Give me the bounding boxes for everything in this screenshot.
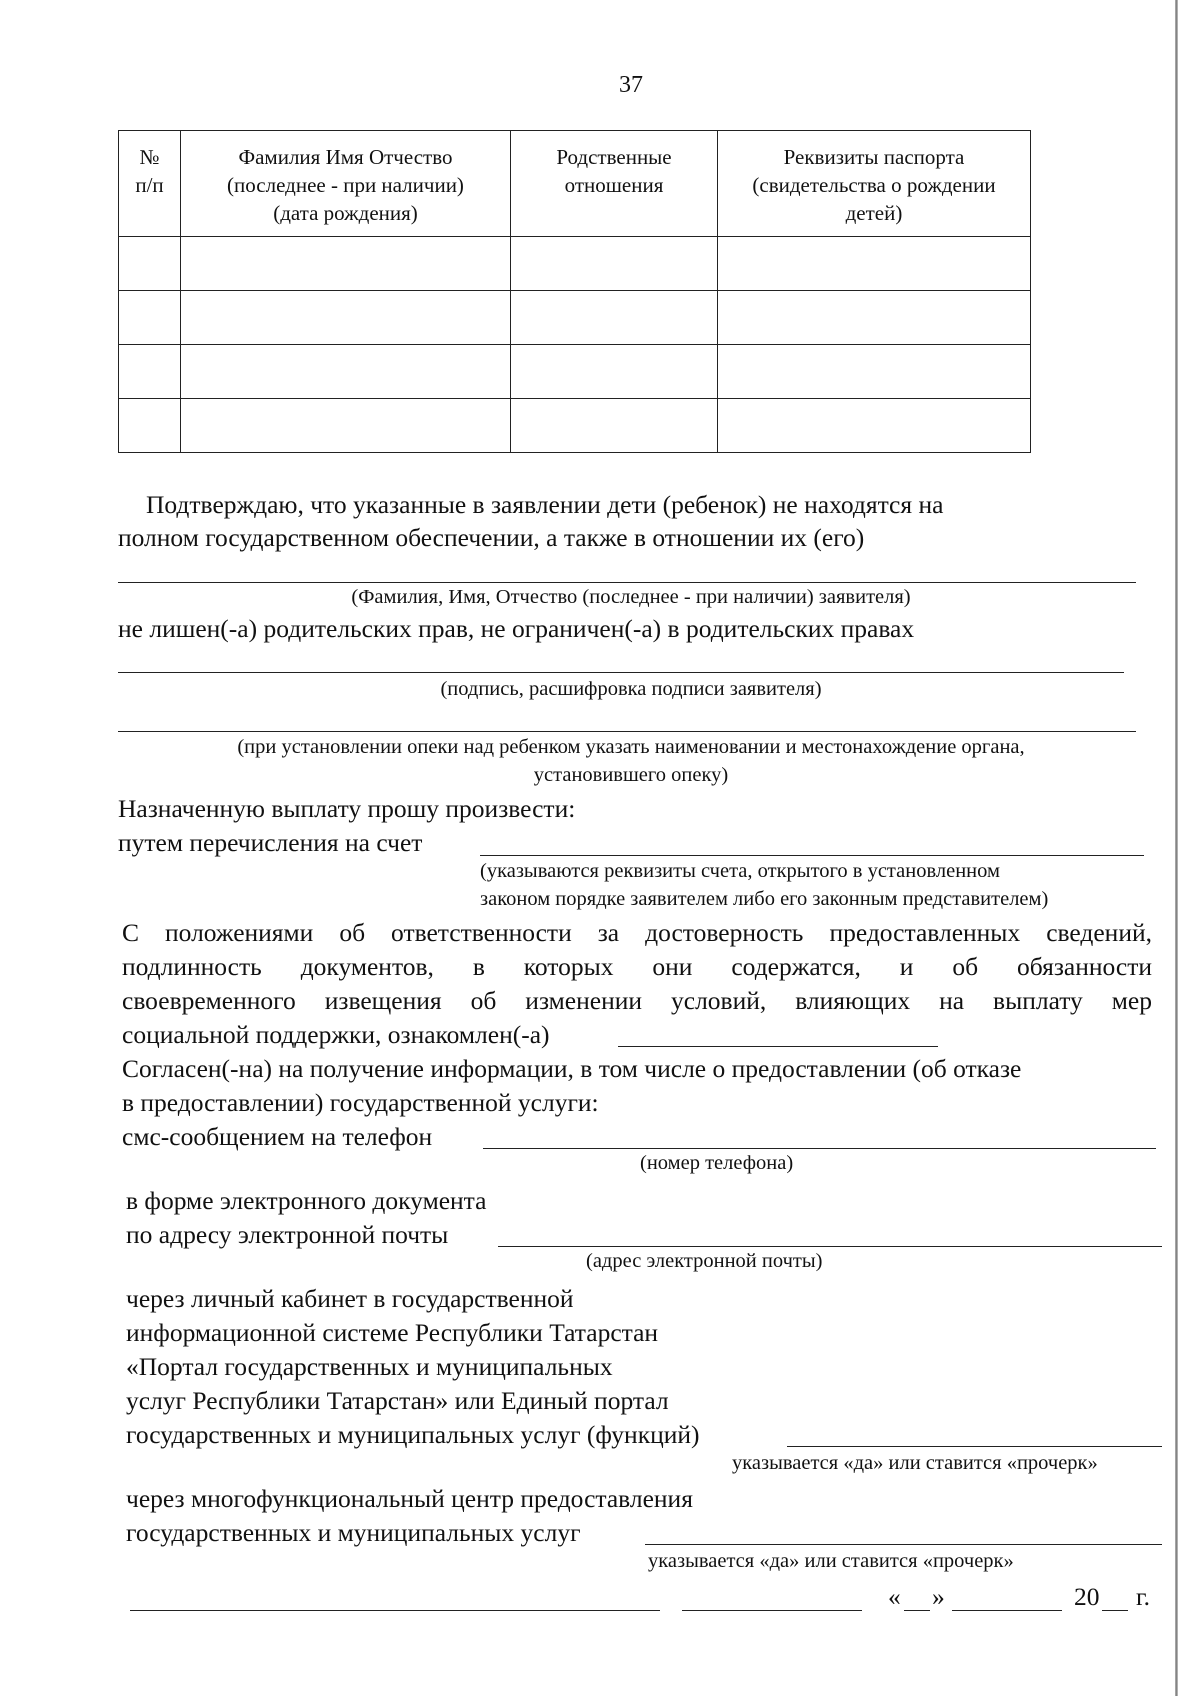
table-cell[interactable] xyxy=(119,345,181,399)
final-signature-field[interactable] xyxy=(682,1610,862,1611)
page-number: 37 xyxy=(619,72,643,98)
table-cell[interactable] xyxy=(119,399,181,453)
table-row xyxy=(119,345,1031,399)
scan-edge xyxy=(1175,0,1178,1696)
date-day-field[interactable] xyxy=(904,1610,930,1611)
cabinet-text-line-3: «Портал государственных и муниципальных xyxy=(126,1352,613,1381)
cabinet-text-line-1: через личный кабинет в государственной xyxy=(126,1284,574,1313)
cabinet-text-line-4: услуг Республики Татарстан» или Единый портал xyxy=(126,1386,669,1415)
table-cell[interactable] xyxy=(181,237,511,291)
caption-signature: (подпись, расшифровка подписи заявителя) xyxy=(440,678,822,700)
table-cell[interactable] xyxy=(718,291,1031,345)
table-cell[interactable] xyxy=(181,345,511,399)
caption-yes-or-dash-2: указывается «да» или ставится «прочерк» xyxy=(648,1550,1014,1572)
date-year-field[interactable] xyxy=(1102,1610,1128,1611)
date-year-suffix: г. xyxy=(1136,1582,1150,1611)
date-quote-close: » xyxy=(932,1582,945,1611)
col-number-header: № п/п xyxy=(119,131,181,237)
consent-text-line-2: в предоставлении) государственной услуги: xyxy=(122,1088,599,1117)
email-label: по адресу электронной почты xyxy=(126,1220,449,1249)
cabinet-text-line-5: государственных и муниципальных услуг (функций) xyxy=(126,1420,700,1449)
payment-account-label: путем перечисления на счет xyxy=(118,828,423,857)
date-month-field[interactable] xyxy=(952,1610,1062,1611)
responsibility-text-line-3: своевременного извещения об изменении условий, влияющих на выплату мер xyxy=(122,986,1152,1015)
col-relation-header: Родственные отношения xyxy=(511,131,718,237)
date-year-prefix: 20 xyxy=(1074,1582,1100,1611)
caption-email: (адрес электронной почты) xyxy=(586,1250,823,1272)
payment-title: Назначенную выплату прошу произвести: xyxy=(118,794,576,823)
table-cell[interactable] xyxy=(718,237,1031,291)
caption-guardian-line-2: установившего опеку) xyxy=(533,764,729,786)
table-cell[interactable] xyxy=(119,291,181,345)
caption-phone: (номер телефона) xyxy=(640,1152,794,1174)
sms-label: смс-сообщением на телефон xyxy=(122,1122,433,1151)
portal-consent-field[interactable] xyxy=(787,1446,1162,1447)
caption-guardian-line-1: (при установлении опеки над ребенком указать наименовании и местонахождение органа, xyxy=(237,736,1025,758)
mfc-text-line-2: государственных и муниципальных услуг xyxy=(126,1518,581,1547)
final-name-field[interactable] xyxy=(130,1610,660,1611)
table-cell[interactable] xyxy=(511,237,718,291)
responsibility-text-line-2: подлинность документов, в которых они содержатся, и об обязанности xyxy=(122,952,1152,981)
table-cell[interactable] xyxy=(511,291,718,345)
edoc-label: в форме электронного документа xyxy=(126,1186,487,1215)
col-passport-header: Реквизиты паспорта (свидетельства о рождении детей) xyxy=(718,131,1031,237)
family-members-table xyxy=(118,130,1031,453)
table-cell[interactable] xyxy=(511,399,718,453)
table-cell[interactable] xyxy=(511,345,718,399)
table-cell[interactable] xyxy=(718,399,1031,453)
guardian-authority-field[interactable] xyxy=(118,731,1136,732)
cabinet-text-line-2: информационной системе Республики Татарстан xyxy=(126,1318,659,1347)
table-header-row xyxy=(119,131,1031,237)
consent-text-line-1: Согласен(-на) на получение информации, в том числе о предоставлении (об отказе xyxy=(122,1054,1022,1083)
responsibility-text-line-1: С положениями об ответственности за достоверность предоставленных сведений, xyxy=(122,918,1152,947)
mfc-text-line-1: через многофункциональный центр предоставления xyxy=(126,1484,693,1513)
acknowledged-signature-field[interactable] xyxy=(618,1046,938,1047)
table-row xyxy=(119,237,1031,291)
table-row xyxy=(119,291,1031,345)
date-quote-open: « xyxy=(888,1582,901,1611)
responsibility-text-line-4: социальной поддержки, ознакомлен(-а) xyxy=(122,1020,550,1049)
caption-yes-or-dash-1: указывается «да» или ставится «прочерк» xyxy=(732,1452,1098,1474)
col-fullname-header: Фамилия Имя Отчество (последнее - при наличии) (дата рождения) xyxy=(181,131,511,237)
applicant-signature-field[interactable] xyxy=(118,672,1124,673)
not-deprived-text: не лишен(-а) родительских прав, не ограничен(-а) в родительских правах xyxy=(118,614,915,643)
caption-applicant-fio: (Фамилия, Имя, Отчество (последнее - при наличии) заявителя) xyxy=(351,586,911,608)
mfc-consent-field[interactable] xyxy=(645,1544,1162,1545)
table-cell[interactable] xyxy=(119,237,181,291)
phone-number-field[interactable] xyxy=(483,1148,1156,1149)
table-cell[interactable] xyxy=(181,291,511,345)
caption-account-line-1: (указываются реквизиты счета, открытого в установленном xyxy=(480,860,1000,882)
table-row xyxy=(119,399,1031,453)
applicant-fio-field[interactable] xyxy=(118,582,1136,583)
table-cell[interactable] xyxy=(181,399,511,453)
caption-account-line-2: законом порядке заявителем либо его законным представителем) xyxy=(480,888,1049,910)
email-field[interactable] xyxy=(498,1246,1162,1247)
confirm-text-line-1: Подтверждаю, что указанные в заявлении дети (ребенок) не находятся на xyxy=(146,490,944,519)
account-details-field[interactable] xyxy=(480,855,1144,856)
table-cell[interactable] xyxy=(718,345,1031,399)
confirm-text-line-2: полном государственном обеспечении, а также в отношении их (его) xyxy=(118,523,865,552)
